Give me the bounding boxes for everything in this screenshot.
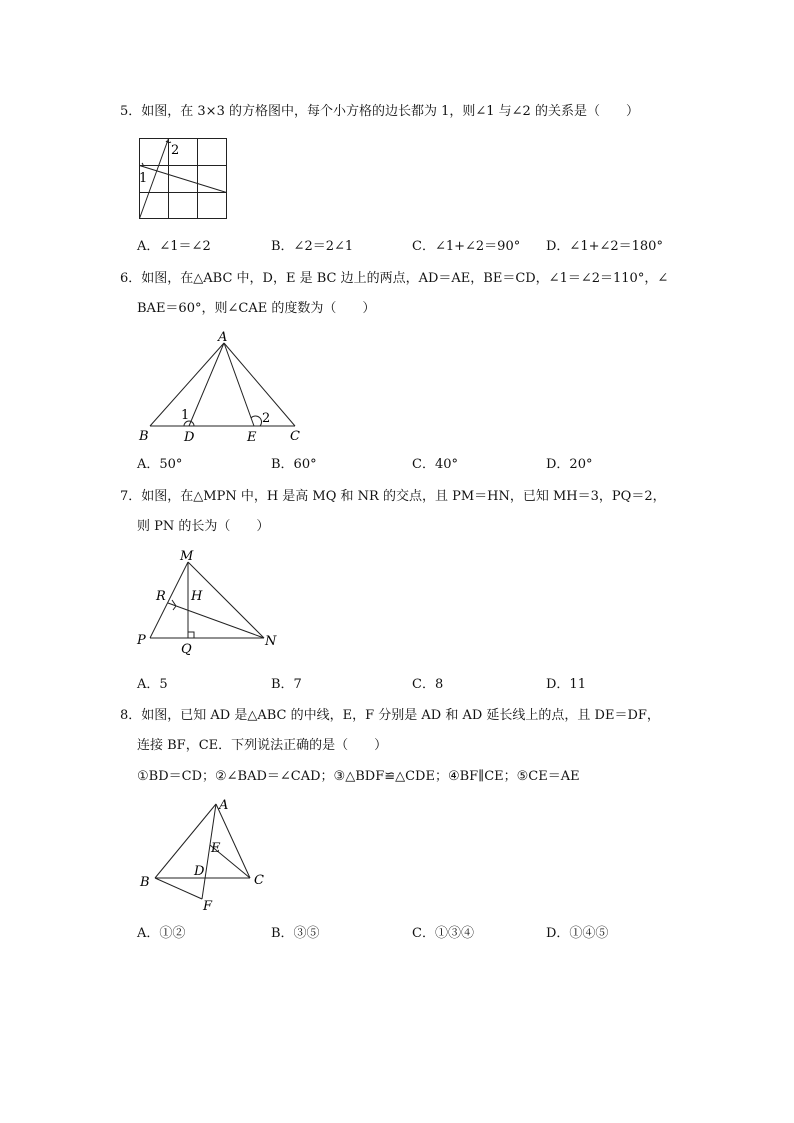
q5-label-1: 1 xyxy=(139,171,148,186)
question-7-option-c[interactable]: C．8 xyxy=(412,677,444,692)
question-8-stem-line-1: 8．如图，已知 AD 是△ABC 的中线，E，F 分别是 AD 和 AD 延长线上的点，且 DE＝DF， xyxy=(120,708,660,723)
question-5-option-a[interactable]: A．∠1＝∠2 xyxy=(137,239,211,254)
q6-label-b: B xyxy=(139,429,149,444)
question-8-option-c[interactable]: C．①③④ xyxy=(412,926,474,941)
q8-label-a: A xyxy=(219,798,229,813)
question-7-option-b[interactable]: B．7 xyxy=(271,677,302,692)
question-8-triangle-figure xyxy=(130,795,270,915)
question-6-stem-line-1: 6．如图，在△ABC 中，D，E 是 BC 边上的两点，AD＝AE，BE＝CD，∠1＝∠2＝110°，∠ xyxy=(120,271,669,286)
q8-label-c: C xyxy=(254,873,264,888)
question-6-option-b[interactable]: B．60° xyxy=(271,457,317,472)
q6-label-d: D xyxy=(184,430,195,445)
question-7-triangle-figure xyxy=(130,548,280,658)
question-5-option-d[interactable]: D．∠1+∠2＝180° xyxy=(546,239,663,254)
question-8-option-b[interactable]: B．③⑤ xyxy=(271,926,320,941)
q7-label-r: R xyxy=(156,589,166,604)
q8-label-b: B xyxy=(140,875,150,890)
q6-label-1: 1 xyxy=(181,408,190,423)
q7-label-m: M xyxy=(180,549,194,564)
question-5-option-b[interactable]: B．∠2＝2∠1 xyxy=(271,239,354,254)
question-8-option-a[interactable]: A．①② xyxy=(137,926,186,941)
question-6-stem-line-2: BAE＝60°，则∠CAE 的度数为（ ） xyxy=(137,301,376,316)
q5-label-2: 2 xyxy=(171,143,180,158)
q6-label-a: A xyxy=(218,330,228,345)
q6-label-c: C xyxy=(290,429,300,444)
question-5-stem: 5．如图，在 3×3 的方格图中，每个小方格的边长都为 1，则∠1 与∠2 的关系是（ ） xyxy=(120,104,639,119)
question-8-statements: ①BD＝CD；②∠BAD＝∠CAD；③△BDF≌△CDE；④BF∥CE；⑤CE＝AE xyxy=(137,769,580,784)
question-5-grid-figure xyxy=(130,130,230,220)
question-7-stem-line-1: 7．如图，在△MPN 中，H 是高 MQ 和 NR 的交点，且 PM＝HN，已知 MH＝3，PQ＝2， xyxy=(120,489,666,504)
q7-label-q: Q xyxy=(181,642,192,657)
q8-label-e: E xyxy=(211,841,221,856)
question-6-option-a[interactable]: A．50° xyxy=(137,457,183,472)
q7-label-p: P xyxy=(137,633,146,648)
question-7-stem-line-2: 则 PN 的长为（ ） xyxy=(137,519,270,534)
question-6-triangle-figure xyxy=(135,330,310,445)
question-8-option-d[interactable]: D．①④⑤ xyxy=(546,926,609,941)
q6-label-2: 2 xyxy=(262,411,271,426)
q7-label-h: H xyxy=(191,589,203,604)
question-5-option-c[interactable]: C．∠1+∠2＝90° xyxy=(412,239,521,254)
question-7-option-d[interactable]: D．11 xyxy=(546,677,586,692)
question-7-option-a[interactable]: A．5 xyxy=(137,677,168,692)
question-6-option-d[interactable]: D．20° xyxy=(546,457,593,472)
question-8-stem-line-2: 连接 BF，CE．下列说法正确的是（ ） xyxy=(137,738,388,753)
q8-label-f: F xyxy=(203,899,213,914)
question-6-option-c[interactable]: C．40° xyxy=(412,457,458,472)
q8-label-d: D xyxy=(194,864,205,879)
q6-label-e: E xyxy=(247,430,257,445)
q7-label-n: N xyxy=(265,634,277,649)
